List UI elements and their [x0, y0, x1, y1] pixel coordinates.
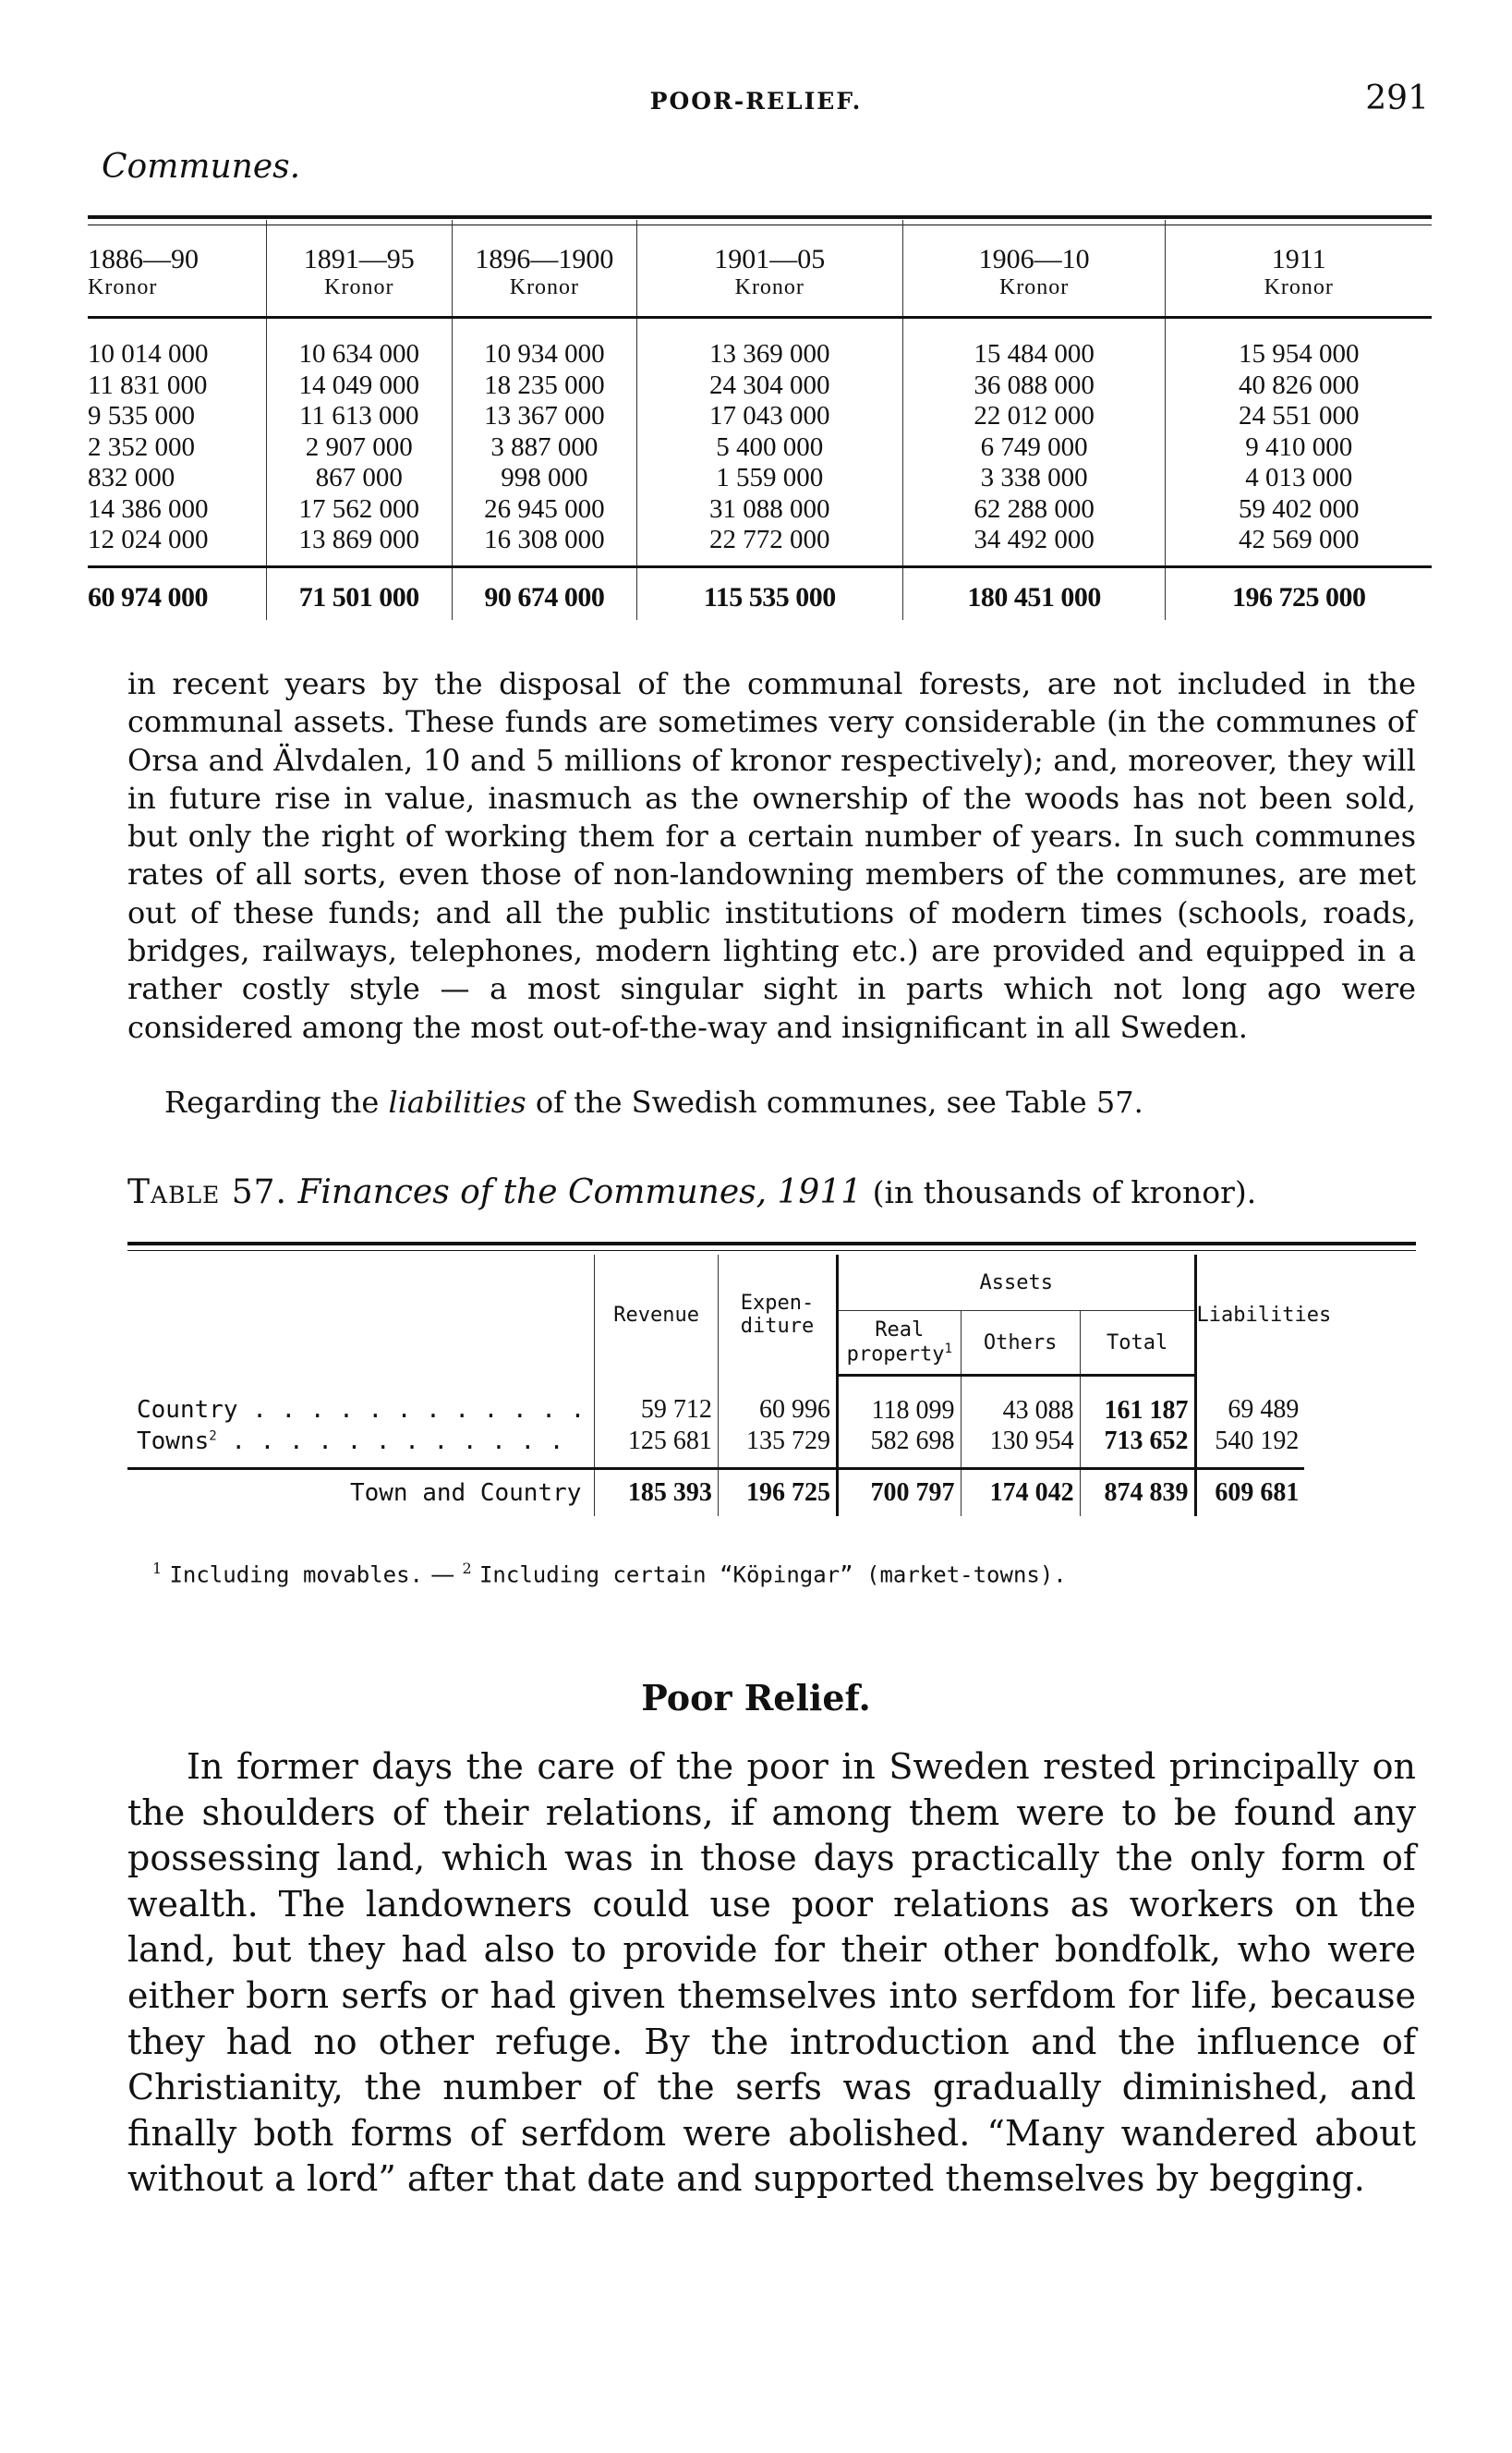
- table1-cell: 18 235 000: [484, 370, 605, 400]
- cell-liabilities: 540 192: [1195, 1426, 1304, 1469]
- table57-footnotes: [152, 1560, 1067, 1589]
- footnote-mark: 1: [944, 1342, 952, 1357]
- table1-unit: Kronor: [1166, 275, 1432, 318]
- table57-header-others: Others: [961, 1311, 1080, 1376]
- table1-unit: Kronor: [636, 275, 902, 318]
- finances-table: [127, 1255, 1416, 1516]
- cell-liabilities: 609 681: [1195, 1469, 1304, 1517]
- table1-cell: 867 000: [315, 463, 403, 492]
- table1-total-cell: 196 725 000: [1166, 566, 1432, 620]
- table1-cell: 22 012 000: [974, 401, 1095, 431]
- row-label-text: Country: [137, 1395, 238, 1424]
- header-line: [839, 1342, 960, 1366]
- table1-cell: 1 559 000: [716, 463, 824, 492]
- table1-cell: 6 749 000: [980, 431, 1088, 462]
- table1-total-cell: 71 501 000: [266, 566, 452, 620]
- table1-cell: 14 386 000: [88, 493, 209, 524]
- footnote-2: Including certain “Köpingar” (market-towns).: [478, 1561, 1067, 1588]
- cell-expenditure: 196 725: [718, 1469, 837, 1517]
- table1-cell: 2 352 000: [88, 431, 195, 462]
- table1-cell: 10 014 000: [88, 339, 209, 369]
- footnote-separator: —: [430, 1560, 455, 1589]
- cell-total: 713 652: [1080, 1426, 1195, 1469]
- header-line-text: property: [846, 1342, 945, 1366]
- row-label: Town and Country: [127, 1469, 595, 1517]
- table1-column-values: [453, 318, 637, 567]
- table1-period: 1891—95: [266, 220, 452, 275]
- table1-cell: 832 000: [88, 463, 175, 492]
- table1-cell: 40 826 000: [1238, 370, 1360, 400]
- row-label: [127, 1426, 595, 1469]
- table1-cell: 17 043 000: [709, 401, 830, 431]
- table1-column-values: [636, 318, 902, 567]
- table1-cell: 24 304 000: [709, 370, 830, 400]
- table1-cell: 10 634 000: [298, 339, 420, 369]
- cell-revenue: 125 681: [595, 1426, 718, 1469]
- footnote-1: Including movables.: [169, 1561, 423, 1588]
- table1-cell: 9 410 000: [1245, 431, 1353, 462]
- table1-period: 1911: [1271, 244, 1326, 274]
- table1-cell: 16 308 000: [484, 525, 605, 554]
- cell-real-property: 582 698: [838, 1426, 961, 1469]
- running-title: POOR-RELIEF.: [649, 88, 863, 115]
- table1-period: 1886—90: [88, 220, 266, 275]
- table57-top-rule: [127, 1242, 1416, 1245]
- table1-total-cell: 90 674 000: [453, 566, 637, 620]
- table1-unit-row: [88, 275, 1432, 318]
- table1-cell: 5 400 000: [716, 431, 824, 462]
- table1-cell: 59 402 000: [1238, 493, 1360, 524]
- table1-cell: 62 288 000: [974, 493, 1095, 524]
- table1-cell: 10 934 000: [484, 339, 605, 369]
- table1-body-row: [88, 318, 1432, 567]
- table1-cell: 3 338 000: [980, 463, 1088, 492]
- table1-unit: Kronor: [453, 275, 637, 318]
- table1-cell: 15 484 000: [974, 339, 1095, 369]
- table1-period: 1896—1900: [453, 220, 637, 275]
- table1-cell: 15 954 000: [1238, 339, 1360, 369]
- table1-cell: 12 024 000: [88, 525, 209, 554]
- cell-revenue: 59 712: [595, 1376, 718, 1427]
- page-number: 291: [1365, 79, 1429, 117]
- communes-table: [88, 220, 1432, 620]
- section-label: Communes.: [102, 148, 301, 186]
- cell-expenditure: 60 996: [718, 1376, 837, 1427]
- row-label: [127, 1376, 595, 1427]
- table1-cell: 42 569 000: [1238, 525, 1360, 554]
- table57-row-towns: [127, 1426, 1416, 1469]
- table1-total-cell: 115 535 000: [636, 566, 902, 620]
- table57-header-liabilities: Liabilities: [1195, 1255, 1304, 1376]
- table1-cell: 9 535 000: [88, 401, 195, 431]
- table57-label: Table 57.: [127, 1173, 287, 1211]
- table1-cell: 998 000: [501, 463, 588, 492]
- cell-others: 174 042: [961, 1469, 1080, 1517]
- body-paragraph-poor-relief: In former days the care of the poor in Sweden rested principally on the shoulders of their relations, if among them were to be found any possessing land, which was in those days practically the only form of wealth. The landowners could use poor relations as workers on the land, but they had also to provide for their other bondfolk, who were either born serfs or had given themselves into serfdom for life, because they had no other refuge. By the introduction and the influence of Christianity, the number of the serfs was gradually diminished, and finally both forms of serfdom were abolished. “Many wandered about without a lord” after that date and supported themselves by begging.: [127, 1746, 1416, 2200]
- table1-column-values: [1166, 318, 1432, 567]
- table57-header-row-1: [127, 1255, 1416, 1311]
- table57-unit: (in thousands of kronor).: [872, 1174, 1257, 1210]
- body-paragraph: in recent years by the disposal of the communal forests, are not included in the communal assets. These funds are sometimes very considerable (in the communes of Orsa and Älvdalen, 10 and 5 millions of kronor respectively); and, moreover, they will in future rise in value, inasmuch as the ownership of the woods has not been sold, but only the right of working them for a certain number of years. In such communes rates of all sorts, even those of non-landowning members of the communes, are met out of these funds; and all the public institutions of modern times (schools, roads, bridges, railways, telephones, modern lighting etc.) are provided and equipped in a rather costly style — a most singular sight in parts which not long ago were considered among the most out-of-the-way and insignificant in all Sweden.: [127, 666, 1416, 1045]
- cell-real-property: 700 797: [838, 1469, 961, 1517]
- table57-header-expenditure: [718, 1255, 837, 1376]
- table1-period-row: [88, 220, 1432, 275]
- table1-cell: 2 907 000: [305, 431, 413, 462]
- cell-expenditure: 135 729: [718, 1426, 837, 1469]
- table1-cell: 26 945 000: [484, 493, 605, 524]
- table1-cell: 22 772 000: [709, 525, 830, 554]
- cell-others: 43 088: [961, 1376, 1080, 1427]
- row-leader-dots: . . . . . . . . . . . .: [216, 1427, 564, 1455]
- table1-cell: 11 613 000: [299, 401, 419, 431]
- table1-unit: Kronor: [902, 275, 1166, 318]
- cell-others: 130 954: [961, 1426, 1080, 1469]
- header-line: diture: [740, 1315, 815, 1339]
- table57-header-revenue: Revenue: [595, 1255, 718, 1376]
- table1-unit: Kronor: [266, 275, 452, 318]
- table1-cell: 24 551 000: [1238, 401, 1360, 431]
- table57-stub-header: [127, 1255, 595, 1376]
- table57-top-rule-thin: [127, 1250, 1416, 1251]
- table1-cell: 13 369 000: [709, 339, 830, 369]
- header-line: Expen-: [740, 1292, 815, 1316]
- table1-top-rule: [88, 215, 1432, 219]
- cell-liabilities: 69 489: [1195, 1376, 1304, 1427]
- table1-total-cell: 180 451 000: [902, 566, 1166, 620]
- table57-header-real-property: [838, 1311, 961, 1376]
- table1-cell: 31 088 000: [709, 493, 830, 524]
- row-label-text: Towns: [137, 1427, 210, 1455]
- cell-real-property: 118 099: [838, 1376, 961, 1427]
- table57-header-total: Total: [1080, 1311, 1195, 1376]
- footnote-mark: 2: [462, 1560, 472, 1577]
- table1-cell: 14 049 000: [298, 370, 420, 400]
- footnote-mark: 1: [152, 1560, 163, 1577]
- section-heading: Poor Relief.: [641, 1677, 871, 1718]
- table1-period: 1901—05: [636, 220, 902, 275]
- header-line: Real: [875, 1318, 925, 1342]
- table57-row-total: [127, 1469, 1416, 1517]
- table1-cell: 11 831 000: [88, 370, 208, 400]
- footnote-mark: 2: [209, 1427, 217, 1443]
- row-leader-dots: . . . . . . . . . . . .: [237, 1395, 586, 1424]
- table57-header-assets: Assets: [838, 1255, 1195, 1311]
- table1-cell: 34 492 000: [974, 525, 1095, 554]
- table1-cell: 3 887 000: [490, 431, 599, 462]
- paragraph-text: of the Swedish communes, see Table 57.: [526, 1085, 1143, 1120]
- paragraph-emphasis: liabilities: [388, 1085, 526, 1120]
- cell-total: 874 839: [1080, 1469, 1195, 1517]
- table1-cell: 13 869 000: [298, 525, 420, 554]
- table1-column-values: [902, 318, 1166, 567]
- table57-caption: [127, 1173, 1256, 1211]
- table1-total-cell: 60 974 000: [88, 566, 266, 620]
- table57-row-country: [127, 1376, 1416, 1427]
- table1-cell: 13 367 000: [484, 401, 605, 431]
- table1-unit: Kronor: [88, 275, 266, 318]
- paragraph-text: Regarding the: [164, 1085, 389, 1120]
- table1-cell: 36 088 000: [974, 370, 1095, 400]
- cell-total: 161 187: [1080, 1376, 1195, 1427]
- table1-column-values: [88, 318, 266, 567]
- body-paragraph-table-reference: [127, 1084, 1416, 1122]
- table1-cell: 4 013 000: [1245, 463, 1353, 492]
- table1-column-values: [266, 318, 452, 567]
- table57-title: Finances of the Communes, 1911: [297, 1173, 863, 1211]
- table1-period: 1906—10: [902, 220, 1166, 275]
- table1-total-row: [88, 566, 1432, 620]
- cell-revenue: 185 393: [595, 1469, 718, 1517]
- table1-cell: 17 562 000: [298, 493, 420, 524]
